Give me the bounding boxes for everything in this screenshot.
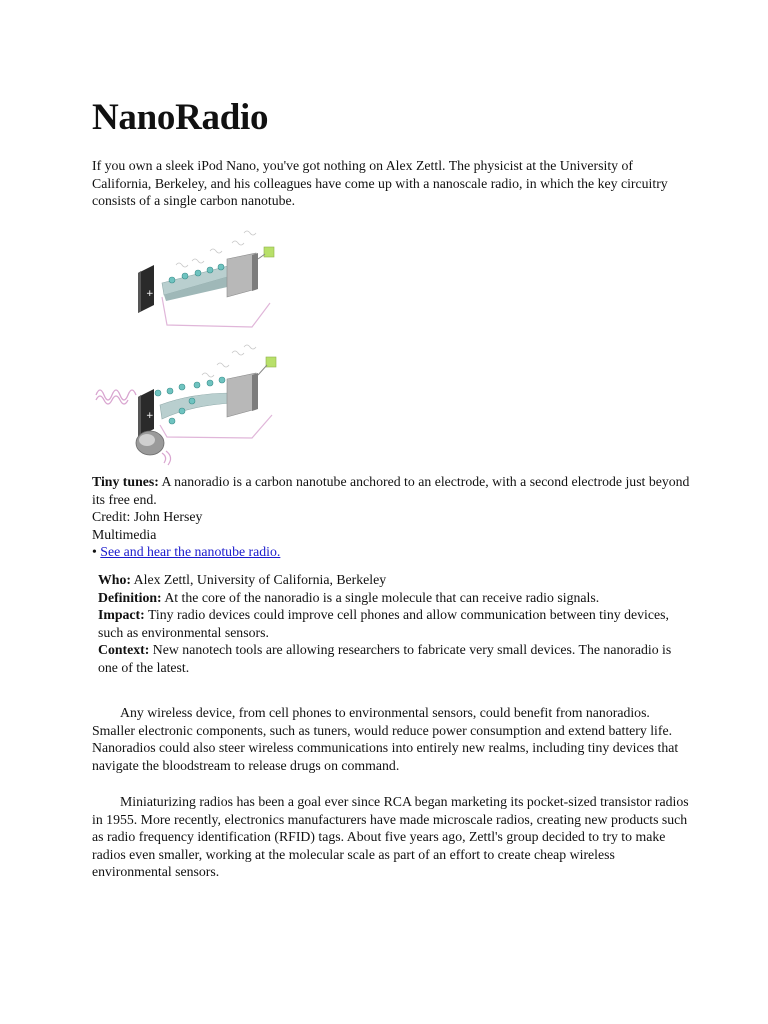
radio-wave-icon [96,390,136,404]
body-paragraph-1-text: Any wireless device, from cell phones to environmental sensors, could benefit from nanoradios. Smaller electronic components, such as tuners, would reduce power consumption and extend battery life. Nanoradios could also steer wireless communications into entirely new realms, including tiny devices that navigate the bloodstream to release drugs on command. [92,705,679,773]
bottom-panel [96,345,276,465]
impact-text: Tiny radio devices could improve cell phones and allow communication between tiny devices, such as environmental sensors. [98,607,669,640]
caption-text: A nanoradio is a carbon nanotube anchored to an electrode, with a second electrode just beyond its free end. [92,474,690,507]
impact-label: Impact: [98,607,145,623]
caption-label: Tiny tunes: [92,474,159,489]
nanotube-radio-link[interactable]: See and hear the nanotube radio. [100,544,281,560]
figure-caption [92,473,692,561]
body-paragraph-1 [92,704,692,774]
context-text: New nanotech tools are allowing researchers to fabricate very small devices. The nanoradio is one of the latest. [98,642,672,675]
plus-sign: + [146,411,154,421]
who-text: Alex Zettl, University of California, Berkeley [130,572,387,587]
top-panel [138,231,274,327]
body-paragraph-2 [92,793,692,881]
caption-credit: Credit: John Hersey [92,509,203,525]
definition-text: At the core of the nanoradio is a single molecule that can receive radio signals. [161,589,600,605]
multimedia-heading: Multimedia [92,526,157,542]
body-paragraph-2-text: Miniaturizing radios has been a goal ever since RCA began marketing its pocket-sized transistor radios in 1955. More recently, electronics manufacturers have made microscale radios, creating new products such as radio frequency identification (RFID) tags. About five years ago, Zettl's group decided to try to make radios even smaller, working at the molecular scale as part of an effort to create cheap wireless environmental sensors. [92,794,689,880]
electrode-icon [138,265,154,313]
context-label: Context: [98,642,150,658]
intro-paragraph: If you own a sleek iPod Nano, you've got nothing on Alex Zettl. The physicist at the University of California, Berkeley, and his colleagues have come up with a nanoscale radio, in which the key circuitry consists of a single carbon nanotube. [92,158,668,209]
bullet: • [92,544,97,560]
nanoradio-illustration [92,225,292,475]
definition-label: Definition: [98,589,162,605]
page-title: NanoRadio [92,97,269,138]
speaker-icon [136,431,171,465]
plus-sign: + [146,289,154,299]
who-label: Who: [98,572,131,587]
facts-box [98,571,678,677]
